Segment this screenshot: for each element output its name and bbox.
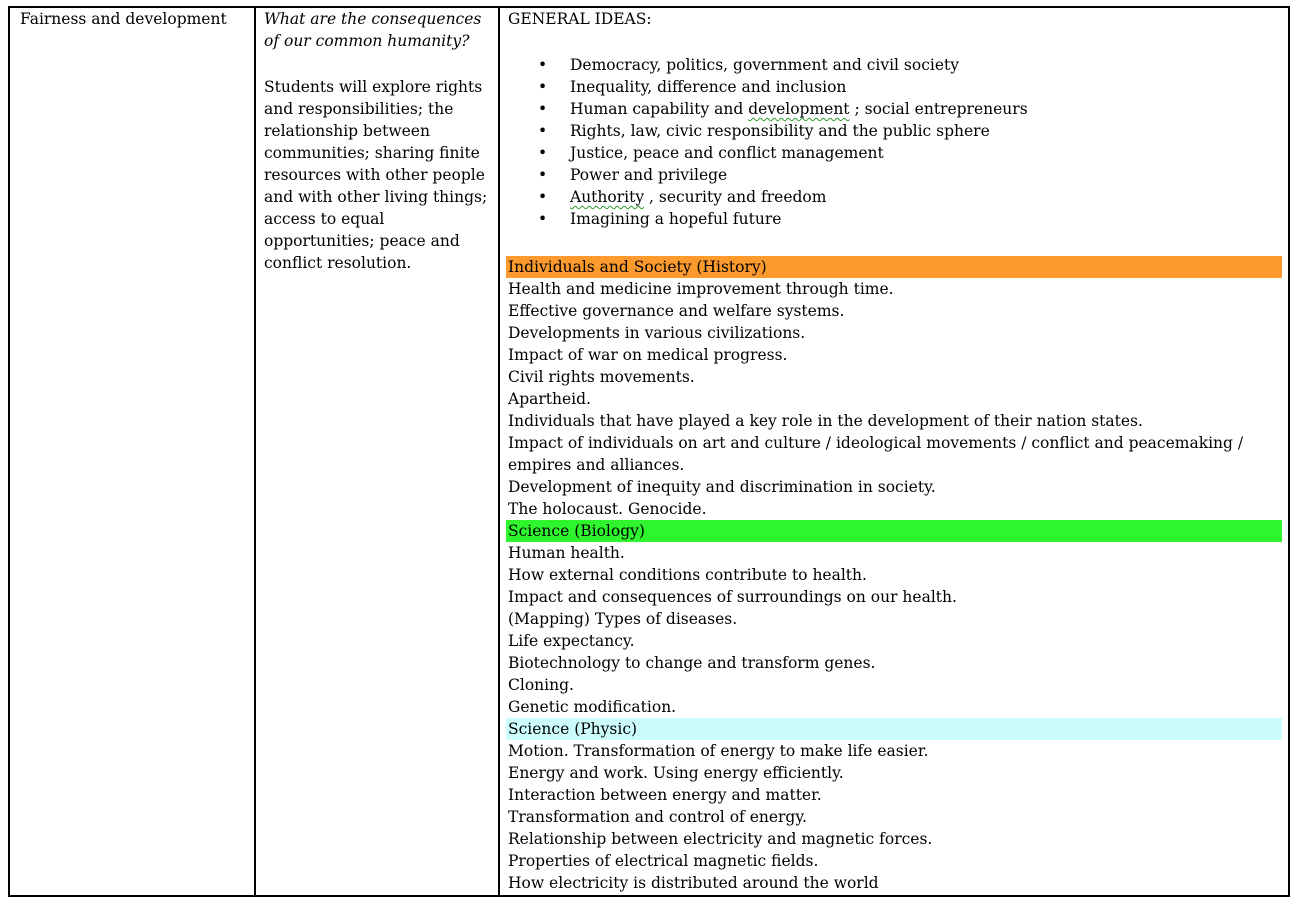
section-line: (Mapping) Types of diseases.: [508, 610, 738, 628]
general-idea-text: Rights, law, civic responsibility and the public sphere: [570, 122, 990, 140]
general-idea-text: Authority , security and freedom: [570, 188, 827, 206]
section-line: How electricity is distributed around the world: [508, 874, 879, 892]
section-line: Cloning.: [508, 676, 574, 694]
bullet-icon: •: [538, 100, 548, 118]
section-line: Genetic modification.: [508, 698, 677, 716]
general-idea-text: Justice, peace and conflict management: [570, 144, 884, 162]
section-line: Human health.: [508, 544, 625, 562]
subject-sections: [506, 256, 1282, 894]
bullet-icon: •: [538, 166, 548, 184]
general-ideas-label: GENERAL IDEAS:: [508, 10, 652, 28]
section-history: [506, 256, 1282, 520]
key-question: What are the consequences of our common humanity?: [264, 10, 482, 50]
section-biology: [506, 520, 1282, 718]
question-description: Students will explore rights and responsibilities; the relationship between communities; sharing finite resources with other people and with other living things; access to equal opportunities; peace and conflict resolution.: [264, 78, 488, 272]
bullet-icon: •: [538, 210, 548, 228]
general-idea-text: Human capability and development ; social entrepreneurs: [570, 100, 1028, 118]
bullet-icon: •: [538, 188, 548, 206]
section-line: Civil rights movements.: [508, 368, 695, 386]
question-cell: [256, 8, 500, 895]
section-line: Apartheid.: [508, 390, 591, 408]
section-header: Science (Biology): [506, 520, 1282, 542]
section-line: Impact of individuals on art and culture / ideological movements / conflict and peacemaking / empires and alliances.: [508, 434, 1244, 474]
section-line: Life expectancy.: [508, 632, 635, 650]
theme-cell: [10, 8, 256, 895]
general-idea-text: Democracy, politics, government and civil society: [570, 56, 960, 74]
section-line: Energy and work. Using energy efficiently.: [508, 764, 844, 782]
section-line: Individuals that have played a key role in the development of their nation states.: [508, 412, 1143, 430]
section-header: Individuals and Society (History): [506, 256, 1282, 278]
section-line: The holocaust. Genocide.: [508, 500, 707, 518]
section-line: Impact and consequences of surroundings on our health.: [508, 588, 957, 606]
curriculum-table: [8, 6, 1290, 897]
general-idea-text: Imagining a hopeful future: [570, 210, 782, 228]
section-physic: [506, 718, 1282, 894]
section-line: Interaction between energy and matter.: [508, 786, 822, 804]
bullet-icon: •: [538, 56, 548, 74]
section-line: Biotechnology to change and transform genes.: [508, 654, 876, 672]
section-line: Properties of electrical magnetic fields.: [508, 852, 819, 870]
section-line: Motion. Transformation of energy to make life easier.: [508, 742, 929, 760]
bullet-icon: •: [538, 78, 548, 96]
section-line: Health and medicine improvement through time.: [508, 280, 894, 298]
section-line: Effective governance and welfare systems.: [508, 302, 845, 320]
section-line: Relationship between electricity and magnetic forces.: [508, 830, 933, 848]
bullet-icon: •: [538, 122, 548, 140]
section-header: Science (Physic): [506, 718, 1282, 740]
general-idea-text: Inequality, difference and inclusion: [570, 78, 847, 96]
section-line: Impact of war on medical progress.: [508, 346, 788, 364]
section-line: How external conditions contribute to health.: [508, 566, 867, 584]
bullet-icon: •: [538, 144, 548, 162]
general-idea-text: Power and privilege: [570, 166, 728, 184]
content-cell: [500, 8, 1288, 895]
section-line: Developments in various civilizations.: [508, 324, 806, 342]
section-line: Development of inequity and discrimination in society.: [508, 478, 936, 496]
theme-title: Fairness and development: [20, 10, 227, 28]
section-line: Transformation and control of energy.: [508, 808, 807, 826]
